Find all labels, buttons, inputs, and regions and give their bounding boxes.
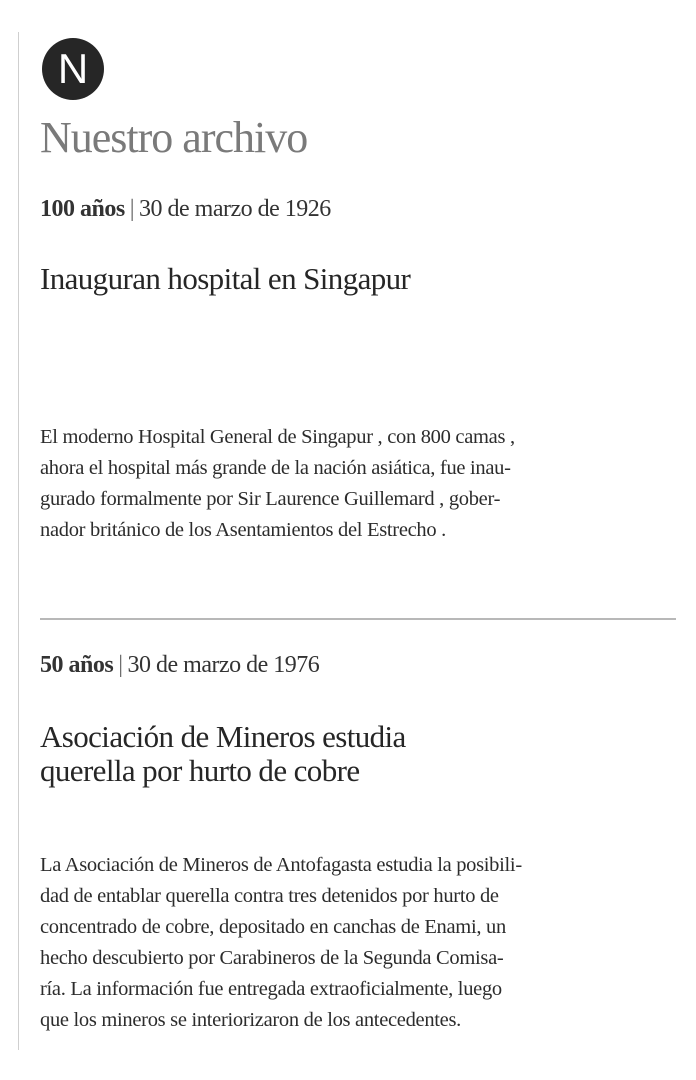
column-rule bbox=[18, 32, 19, 1050]
body-line: gurado formalmente por Sir Laurence Guillemard , gober- bbox=[40, 488, 501, 510]
entry-meta-100 bbox=[40, 196, 331, 223]
entry-body-100 bbox=[40, 422, 674, 546]
headline-line: Asociación de Mineros estudia bbox=[40, 719, 406, 754]
headline-line: querella por hurto de cobre bbox=[40, 753, 360, 788]
entry-headline-100 bbox=[40, 262, 410, 296]
body-line: nador británico de los Asentamientos del Estrecho . bbox=[40, 519, 446, 541]
entry-body-50 bbox=[40, 850, 674, 1036]
entry-date: 30 de marzo de 1926 bbox=[139, 196, 331, 222]
entry-headline-50 bbox=[40, 720, 406, 788]
body-line: La Asociación de Mineros de Antofagasta estudia la posibili- bbox=[40, 854, 522, 876]
meta-separator: | bbox=[129, 196, 134, 222]
logo-letter: N bbox=[57, 45, 89, 92]
meta-separator: | bbox=[118, 652, 123, 678]
newspaper-logo bbox=[42, 38, 104, 100]
headline-line: Inauguran hospital en Singapur bbox=[40, 261, 411, 296]
body-line: que los mineros se interiorizaron de los antecedentes. bbox=[40, 1009, 461, 1031]
section-title: Nuestro archivo bbox=[40, 113, 308, 162]
body-line: El moderno Hospital General de Singapur , con 800 camas , bbox=[40, 426, 515, 448]
entry-divider bbox=[40, 618, 676, 620]
body-line: concentrado de cobre, depositado en canchas de Enami, un bbox=[40, 916, 506, 938]
entry-years: 100 años bbox=[40, 196, 125, 222]
entry-meta-50 bbox=[40, 652, 319, 679]
body-line: ahora el hospital más grande de la nación asiática, fue inau- bbox=[40, 457, 511, 479]
body-line: dad de entablar querella contra tres detenidos por hurto de bbox=[40, 885, 499, 907]
entry-date: 30 de marzo de 1976 bbox=[127, 652, 320, 678]
body-line: ría. La información fue entregada extraoficialmente, luego bbox=[40, 978, 502, 1000]
body-line: hecho descubierto por Carabineros de la Segunda Comisa- bbox=[40, 947, 504, 969]
entry-years: 50 años bbox=[40, 652, 114, 678]
